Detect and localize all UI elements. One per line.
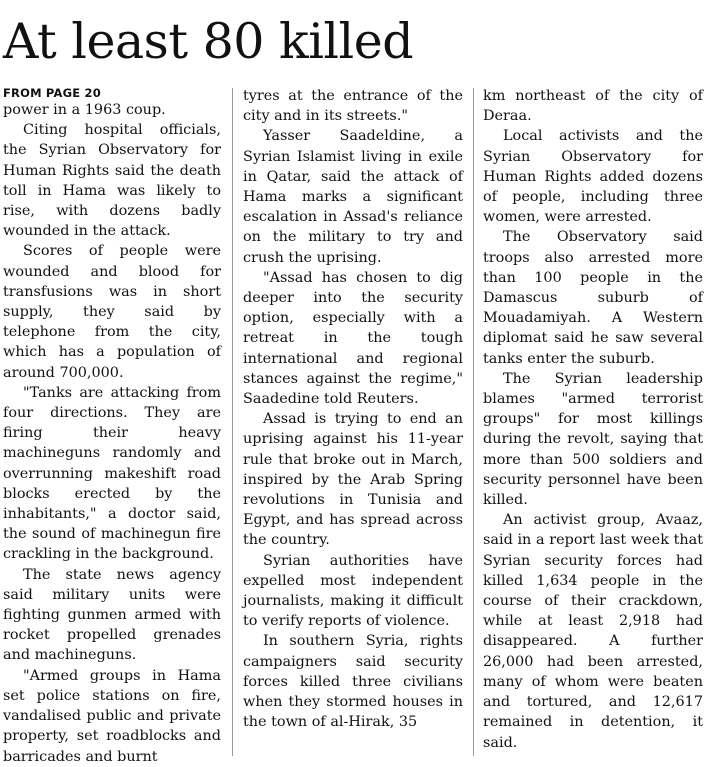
paragraph: "Assad has chosen to dig deeper into the security option, especially with a retreat in the tough international and regional stances against the regime," Saadedine told Reuters. <box>243 269 463 408</box>
paragraph: An activist group, Avaaz, said in a report last week that Syrian security forces had killed 1,634 people in the course of their crackdown, while at least 2,918 had disappeared. A further 26,000 had been arrested, many of whom were beaten and tortured, and 12,617 remained in detention, it said. <box>483 512 703 751</box>
paragraph: Scores of people were wounded and blood for transfusions was in short supply, they said by telephone from the city, which has a population of around 700,000. <box>3 243 221 381</box>
paragraph: "Tanks are attacking from four directions. They are firing their heavy machineguns randomly and overrunning makeshift road blocks erected by the inhabitants," a doctor said, the sound of machinegun fire crackling in the background. <box>3 384 221 563</box>
paragraph: Citing hospital officials, the Syrian Observatory for Human Rights said the death toll in Hama was likely to rise, with dozens badly wounded in the attack. <box>3 122 221 240</box>
article-column-2 <box>243 86 463 733</box>
paragraph: In southern Syria, rights campaigners said security forces killed three civilians when they stormed houses in the town of al-Hirak, 35 <box>243 633 463 731</box>
article-column-3 <box>483 86 703 753</box>
paragraph: km northeast of the city of Deraa. <box>483 88 703 125</box>
article-column-1 <box>3 86 221 767</box>
headline: At least 80 killed <box>3 13 414 70</box>
paragraph: The Syrian leadership blames "armed terrorist groups" for most killings during the revolt, saying that more than 500 soldiers and security personnel have been killed. <box>483 370 703 509</box>
paragraph: power in a 1963 coup. <box>3 102 166 118</box>
column-divider <box>473 88 474 756</box>
paragraph: Yasser Saadeldine, a Syrian Islamist living in exile in Qatar, said the attack of Hama marks a significant escalation in Assad's reliance on the military to try and crush the uprising. <box>243 128 463 266</box>
column-divider <box>232 88 233 756</box>
paragraph: Syrian authorities have expelled most independent journalists, making it difficult to verify reports of violence. <box>243 552 463 630</box>
continuation-kicker: FROM PAGE 20 <box>3 86 101 100</box>
paragraph: Local activists and the Syrian Observatory for Human Rights added dozens of people, including three women, were arrested. <box>483 128 703 226</box>
paragraph: tyres at the entrance of the city and in its streets." <box>243 88 463 125</box>
paragraph: Assad is trying to end an uprising against his 11-year rule that broke out in March, inspired by the Arab Spring revolutions in Tunisia and Egypt, and has spread across the country. <box>243 411 463 549</box>
paragraph: "Armed groups in Hama set police stations on fire, vandalised public and private property, set roadblocks and barricades and burnt <box>3 667 221 765</box>
paragraph: The state news agency said military units were fighting gunmen armed with rocket propelled grenades and machineguns. <box>3 566 221 664</box>
paragraph: The Observatory said troops also arrested more than 100 people in the Damascus suburb of Mouadamiyah. A Western diplomat said he saw several tanks enter the suburb. <box>483 229 703 367</box>
